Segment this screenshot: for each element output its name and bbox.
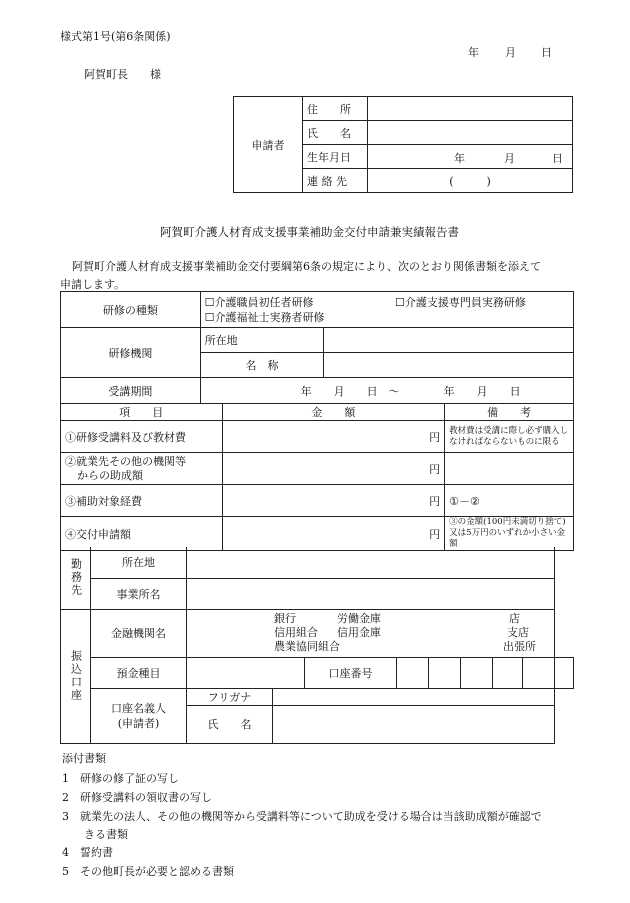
bank-credit-bank: 信用金庫 <box>337 626 381 639</box>
bank-label <box>61 609 91 743</box>
period-text: 年 月 日 ～ 年 月 日 <box>300 384 521 398</box>
row4-item: ④交付申請額 <box>61 517 223 551</box>
workplace-office-label: 事業所名 <box>91 578 187 609</box>
row2-item-line1: ②就業先その他の機関等 <box>65 454 186 468</box>
account-digit-6[interactable] <box>555 657 574 688</box>
row4-amount[interactable] <box>222 517 445 551</box>
birth-year: 年 <box>454 152 465 165</box>
attachment-item: 3 就業先の法人、その他の機関等から受講料等について助成を受ける場合は当該助成額が確認で <box>62 810 542 823</box>
intro-line2: 申請します。 <box>60 278 126 291</box>
row2-item-line2: からの助成額 <box>77 468 143 482</box>
bank-institution-field[interactable] <box>187 609 555 657</box>
row4-note: ③の金額(100円未満切り捨て)又は5万円のいずれか小さい金額 <box>445 517 574 551</box>
institution-label: 研修機関 <box>61 328 201 378</box>
workplace-label-text: 勤務先 <box>69 558 83 598</box>
bank-bank: 銀行 <box>274 612 296 625</box>
col-item-header: 項 目 <box>61 404 223 421</box>
row2-item <box>61 453 223 485</box>
bank-agri: 農業協同組合 <box>274 640 340 653</box>
birth-month: 月 <box>504 152 515 165</box>
birth-label: 生年月日 <box>303 145 368 169</box>
workplace-location-field[interactable] <box>187 547 555 578</box>
addressee: 阿賀町長 様 <box>84 68 161 81</box>
applicant-label: 申請者 <box>234 97 303 193</box>
applicant-table <box>233 96 573 193</box>
birth-field[interactable] <box>368 145 573 169</box>
account-digit-5[interactable] <box>523 657 555 688</box>
row2-amount[interactable] <box>222 453 445 485</box>
row2-note <box>445 453 574 485</box>
row4-yen: 円 <box>429 527 441 541</box>
training-type-options <box>200 292 573 328</box>
row3-note: ①－② <box>445 485 574 517</box>
main-table <box>60 291 574 551</box>
bank-labor: 労働金庫 <box>337 612 381 625</box>
name-label: 氏 名 <box>303 121 368 145</box>
name-field[interactable] <box>368 121 573 145</box>
period-field[interactable] <box>200 378 573 404</box>
row1-yen: 円 <box>429 430 441 444</box>
institution-name-label: 名 称 <box>200 353 324 378</box>
row1-amount[interactable] <box>222 421 445 453</box>
date-year: 年 <box>468 46 479 59</box>
branch-store: 店 <box>509 612 520 625</box>
workplace-label <box>61 547 91 609</box>
row3-item: ③補助対象経費 <box>61 485 223 517</box>
account-number-label: 口座番号 <box>305 657 397 688</box>
bank-label-text: 振込口座 <box>69 650 83 702</box>
institution-location-field[interactable] <box>324 328 574 353</box>
account-digit-1[interactable] <box>397 657 429 688</box>
form-number: 様式第1号(第6条関係) <box>60 30 171 43</box>
attachment-item: きる書類 <box>62 828 128 841</box>
page-title: 阿賀町介護人材育成支援事業補助金交付申請兼実績報告書 <box>160 225 459 239</box>
row1-item: ①研修受講料及び教材費 <box>61 421 223 453</box>
branch-outpost: 出張所 <box>503 640 536 653</box>
contact-label: 連 絡 先 <box>303 169 368 193</box>
address-label: 住 所 <box>303 97 368 121</box>
holder-label <box>91 688 187 743</box>
workplace-office-field[interactable] <box>187 578 555 609</box>
row3-amount[interactable] <box>222 485 445 517</box>
institution-location-label: 所在地 <box>200 328 324 353</box>
option-initial-training[interactable]: ☐介護職員初任者研修 <box>204 295 314 309</box>
training-type-label: 研修の種類 <box>61 292 201 328</box>
bank-institution-label: 金融機関名 <box>91 609 187 657</box>
contact-paren: ( ) <box>449 174 491 188</box>
date-month: 月 <box>505 46 516 59</box>
col-note-header: 備 考 <box>445 404 574 421</box>
deposit-field[interactable] <box>187 657 305 688</box>
row1-note: 教材費は受講に際し必ず購入しなければならないものに限る <box>445 421 574 453</box>
furigana-field[interactable] <box>273 688 555 705</box>
attachment-item: 2 研修受講料の領収書の写し <box>62 791 212 804</box>
branch-office: 支店 <box>507 626 529 639</box>
deposit-label: 預金種目 <box>91 657 187 688</box>
holder-name-label: 氏 名 <box>187 705 273 743</box>
attachments-heading: 添付書類 <box>62 752 106 765</box>
workplace-location-label: 所在地 <box>91 547 187 578</box>
date-day: 日 <box>541 46 552 59</box>
account-digit-4[interactable] <box>493 657 523 688</box>
institution-name-field[interactable] <box>324 353 574 378</box>
row2-yen: 円 <box>429 462 441 476</box>
account-digit-3[interactable] <box>461 657 493 688</box>
col-amount-header: 金 額 <box>222 404 445 421</box>
attachment-item: 1 研修の修了証の写し <box>62 772 179 785</box>
intro-line1: 阿賀町介護人材育成支援事業補助金交付要綱第6条の規定により、次のとおり関係書類を添えて <box>72 260 541 273</box>
contact-field[interactable] <box>368 169 573 193</box>
account-table <box>60 547 574 744</box>
attachment-item: 5 その他町長が必要と認める書類 <box>62 865 234 878</box>
option-care-worker[interactable]: ☐介護福祉士実務者研修 <box>204 310 325 324</box>
holder-label-line2: (申請者) <box>117 716 160 730</box>
address-field[interactable] <box>368 97 573 121</box>
bank-credit-union: 信用組合 <box>274 626 318 639</box>
period-label: 受講期間 <box>61 378 201 404</box>
account-digit-2[interactable] <box>429 657 461 688</box>
attachment-item: 4 誓約書 <box>62 846 113 859</box>
holder-name-field[interactable] <box>273 705 555 743</box>
furigana-label: フリガナ <box>187 688 273 705</box>
row3-yen: 円 <box>429 494 441 508</box>
option-care-manager[interactable]: ☐介護支援専門員実務研修 <box>395 295 526 309</box>
holder-label-line1: 口座名義人 <box>111 701 166 715</box>
birth-day: 日 <box>552 152 563 165</box>
